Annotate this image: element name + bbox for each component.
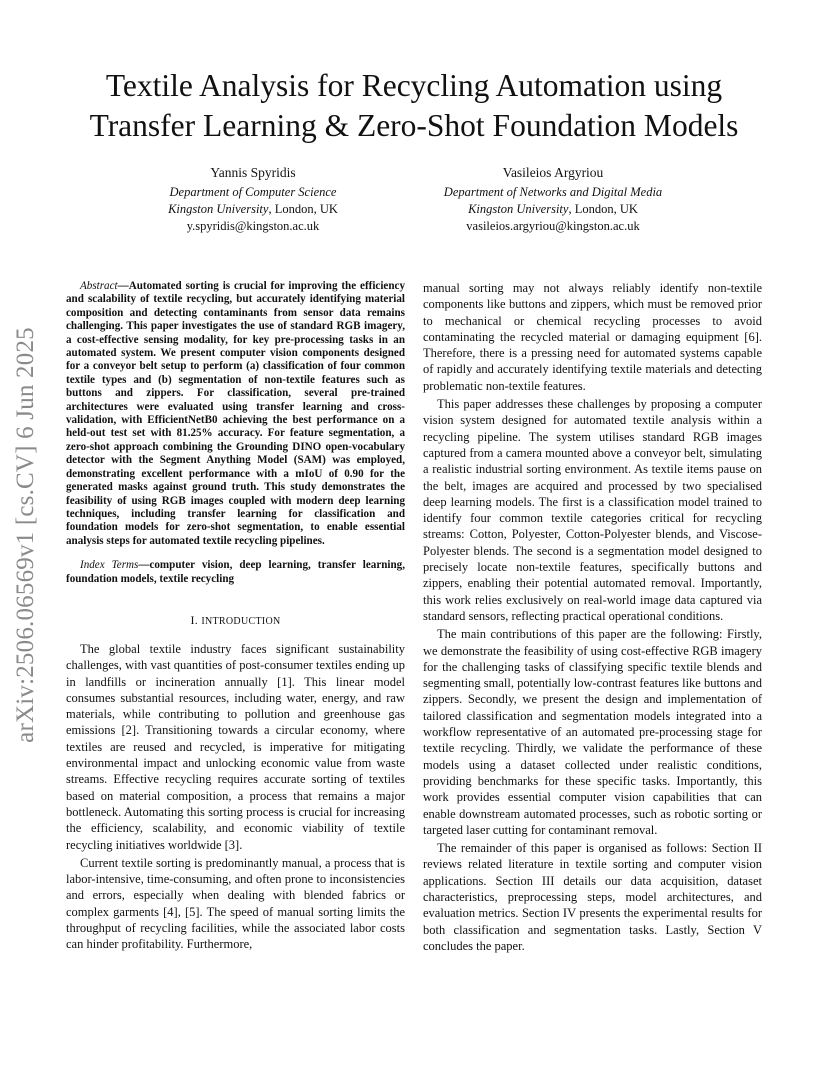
- arxiv-identifier: [4, 306, 48, 764]
- body-paragraph: The main contributions of this paper are the following: Firstly, we demonstrate the feasibility of using cost-effective RGB imagery for the challenging tasks of classifying specific textile blends and segmenting small, potentially low-contrast features like buttons and zippers. Secondly, we present the design and implementation of tailored classification and segmentation models integrated into a workflow representative of an automated pre-processing stage for textile recycling. Thirdly, we validate the performance of these models using a dataset collected under realistic conditions, providing benchmarks for these specific tasks. Importantly, this work provides essential computer vision capabilities that can enable downstream automated processes, such as robotic sorting or targeted laser cutting for contaminant removal.: [423, 627, 762, 837]
- author-email: vasileios.argyriou@kingston.ac.uk: [466, 219, 640, 233]
- author-university: Kingston University: [168, 202, 269, 216]
- author-university: Kingston University: [468, 202, 569, 216]
- paper-title: [60, 66, 768, 146]
- author-location: , London, UK: [268, 202, 338, 216]
- author-name: Yannis Spyridis: [210, 165, 296, 180]
- author-email: y.spyridis@kingston.ac.uk: [186, 219, 320, 233]
- author-location: , London, UK: [568, 202, 638, 216]
- abstract: [66, 280, 405, 548]
- abstract-text: —Automated sorting is crucial for improving the efficiency and scalability of textile recycling, but accurately identifying material composition and detecting contaminants from sensor data remains challenging. This paper investigates the use of standard RGB imagery, a cost-effective sensing modality, for key pre-processing tasks in an automated system. We present computer vision components designed for a conveyor belt setup to perform (a) classification of four common textile types and (b) segmentation of non-textile features such as buttons and zippers. For classification, several pre-trained architectures were evaluated using transfer learning and cross-validation, with EfficientNetB0 achieving the best performance on a held-out test set with 81.25% accuracy. For feature segmentation, a zero-shot approach combining the Grounding DINO open-vocabulary detector with the Segment Anything Model (SAM) was employed, demonstrating excellent performance with a mIoU of 0.90 for the generated masks against ground truth. This study demonstrates the feasibility of using RGB images coupled with modern deep learning techniques, including transfer learning for classification and foundation models for zero-shot segmentation, to enable essential analysis steps for automated textile recycling pipelines.: [66, 280, 405, 547]
- title-line-1: Textile Analysis for Recycling Automation using: [105, 68, 723, 103]
- body-paragraph: The global textile industry faces significant sustainability challenges, with vast quantities of post-consumer textiles ending up in landfills or incineration annually [1]. This linear model consumes substantial resources, including water, energy, and raw materials, while contributing to pollution and greenhouse gas emissions [2]. Transitioning towards a circular economy, where textiles are reused and recycled, is imperative for mitigating environmental impact and unlocking economic value from waste streams. Effective recycling requires accurate sorting of textiles based on material composition, a process that remains a major bottleneck. Automating this sorting process is crucial for increasing the efficiency, scalability, and economic viability of textile recycling initiatives worldwide [3].: [66, 641, 405, 852]
- author-affiliation: [391, 201, 715, 218]
- abstract-label: Abstract: [80, 280, 118, 292]
- author-department: Department of Networks and Digital Media: [443, 185, 663, 199]
- author-affiliation: [93, 201, 413, 218]
- author-name: Vasileios Argyriou: [502, 165, 604, 180]
- author-department: Department of Computer Science: [169, 185, 337, 199]
- title-line-2: Transfer Learning & Zero-Shot Foundation Models: [89, 108, 739, 143]
- section-title: INTRODUCTION: [201, 615, 281, 627]
- section-number: I.: [190, 612, 202, 627]
- author-block-2: [391, 164, 715, 235]
- index-terms: [66, 559, 405, 586]
- author-block-1: [93, 164, 413, 235]
- body-paragraph: This paper addresses these challenges by proposing a computer vision system designed for automated textile analysis within a recycling pipeline. The system utilises standard RGB images captured from a camera mounted above a conveyor belt, simulating a realistic industrial sorting environment. As textile items pause on the belt, images are acquired and processed by two specialised deep learning models. The first is a classification model trained to identify four common textile categories critical for recycling streams: Cotton, Polyester, Cotton-Polyester blends, and Viscose-Polyester blends. The second is a segmentation model designed to precisely locate non-textile features, specifically buttons and zippers, enabling their potential automated removal. Importantly, this work relies exclusively on real-world image data captured via standard sensors, reflecting practical operational conditions.: [423, 397, 762, 623]
- index-terms-text: —computer vision, deep learning, transfer learning, foundation models, textile recycling: [66, 559, 405, 585]
- right-column: [423, 280, 762, 954]
- section-heading-introduction: [66, 613, 405, 628]
- body-paragraph: manual sorting may not always reliably identify non-textile components like buttons and zippers, which must be removed prior to mechanical or chemical recycling processes to avoid contaminating the recycled material or damaging equipment [6]. Therefore, there is a pressing need for automated systems capable of rapidly and accurately identifying textile materials and detecting problematic non-textile features.: [423, 281, 762, 393]
- index-terms-label: Index Terms: [80, 559, 139, 572]
- body-paragraph: Current textile sorting is predominantly manual, a process that is labor-intensive, time-consuming, and often prone to inconsistencies and errors, especially when dealing with blended fabrics or complex garments [4], [5]. The speed of manual sorting limits the throughput of recycling facilities, while the associated labor costs can hinder profitability. Furthermore,: [66, 855, 405, 952]
- arxiv-identifier-text: arXiv:2506.06569v1 [cs.CV] 6 Jun 2025: [12, 327, 39, 743]
- body-paragraph: The remainder of this paper is organised as follows: Section II reviews related literature in textile sorting and computer vision applications. Section III details our data acquisition, dataset characteristics, preprocessing steps, model architectures, and evaluation metrics. Section IV presents the experimental results for both classification and segmentation tasks. Lastly, Section V concludes the paper.: [423, 841, 762, 953]
- left-column: [66, 280, 405, 953]
